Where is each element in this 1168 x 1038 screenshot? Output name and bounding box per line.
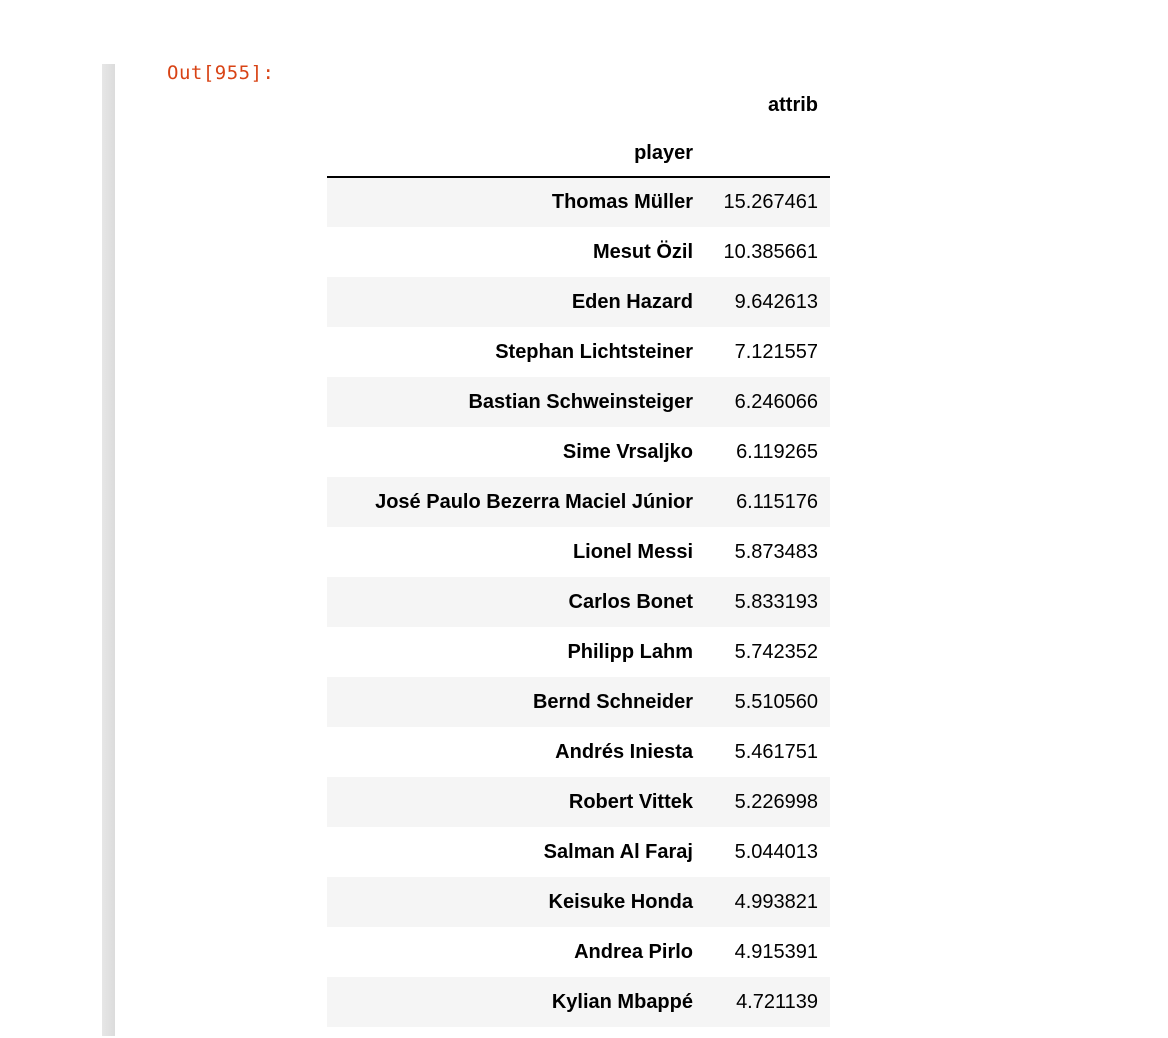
cell-attrib: 4.993821 bbox=[734, 890, 818, 913]
table-row bbox=[327, 827, 830, 877]
cell-attrib: 6.115176 bbox=[736, 490, 818, 513]
table-row bbox=[327, 177, 830, 227]
row-index-player: Stephan Lichtsteiner bbox=[495, 340, 693, 363]
row-index-player: Philipp Lahm bbox=[567, 640, 693, 663]
cell-attrib: 5.873483 bbox=[734, 540, 818, 563]
row-index-player: Sime Vrsaljko bbox=[562, 440, 693, 463]
cell-selection-bar[interactable] bbox=[102, 64, 115, 1036]
table-row bbox=[327, 377, 830, 427]
output-prompt: Out[955]: bbox=[167, 62, 275, 84]
index-name-player: player bbox=[634, 141, 693, 164]
table-row bbox=[327, 727, 830, 777]
row-index-player: Carlos Bonet bbox=[568, 590, 693, 613]
cell-attrib: 4.721139 bbox=[736, 990, 818, 1013]
cell-attrib: 5.742352 bbox=[734, 640, 818, 663]
row-index-player: Eden Hazard bbox=[571, 290, 693, 313]
table-row bbox=[327, 677, 830, 727]
cell-attrib: 6.246066 bbox=[734, 390, 818, 413]
table-row bbox=[327, 877, 830, 927]
row-index-player: Salman Al Faraj bbox=[543, 840, 693, 863]
row-index-player: Keisuke Honda bbox=[548, 890, 693, 913]
cell-attrib: 4.915391 bbox=[734, 940, 818, 963]
row-index-player: Kylian Mbappé bbox=[551, 990, 693, 1013]
table-row bbox=[327, 927, 830, 977]
table-row bbox=[327, 577, 830, 627]
cell-attrib: 5.833193 bbox=[734, 590, 818, 613]
column-header-row bbox=[327, 80, 830, 130]
table-row bbox=[327, 277, 830, 327]
row-index-player: Bernd Schneider bbox=[532, 690, 693, 713]
cell-attrib: 15.267461 bbox=[723, 191, 818, 213]
column-header-attrib: attrib bbox=[768, 93, 818, 116]
table-row bbox=[327, 477, 830, 527]
dataframe-table bbox=[327, 80, 830, 1027]
row-index-player: Lionel Messi bbox=[572, 540, 693, 563]
cell-attrib: 10.385661 bbox=[723, 240, 818, 263]
table-row bbox=[327, 427, 830, 477]
table-row bbox=[327, 327, 830, 377]
table-row bbox=[327, 227, 830, 277]
cell-attrib: 6.119265 bbox=[736, 440, 818, 463]
table-row bbox=[327, 977, 830, 1027]
row-index-player: Mesut Özil bbox=[592, 240, 693, 263]
cell-attrib: 9.642613 bbox=[734, 290, 818, 313]
table-row bbox=[327, 527, 830, 577]
index-header-row bbox=[327, 130, 830, 177]
blank-header bbox=[711, 130, 830, 177]
cell-attrib: 7.121557 bbox=[734, 340, 818, 363]
cell-attrib: 5.461751 bbox=[734, 740, 818, 763]
row-index-player: Robert Vittek bbox=[568, 790, 693, 813]
table-row bbox=[327, 777, 830, 827]
cell-attrib: 5.510560 bbox=[734, 690, 818, 713]
table-row bbox=[327, 627, 830, 677]
blank-header bbox=[327, 80, 711, 130]
row-index-player: Thomas Müller bbox=[551, 191, 693, 213]
table-body bbox=[327, 177, 830, 1027]
row-index-player: Andrés Iniesta bbox=[555, 740, 693, 763]
row-index-player: Bastian Schweinsteiger bbox=[468, 390, 693, 413]
row-index-player: Andrea Pirlo bbox=[574, 940, 693, 963]
cell-attrib: 5.044013 bbox=[734, 840, 818, 863]
cell-attrib: 5.226998 bbox=[734, 790, 818, 813]
row-index-player: José Paulo Bezerra Maciel Júnior bbox=[375, 490, 693, 513]
